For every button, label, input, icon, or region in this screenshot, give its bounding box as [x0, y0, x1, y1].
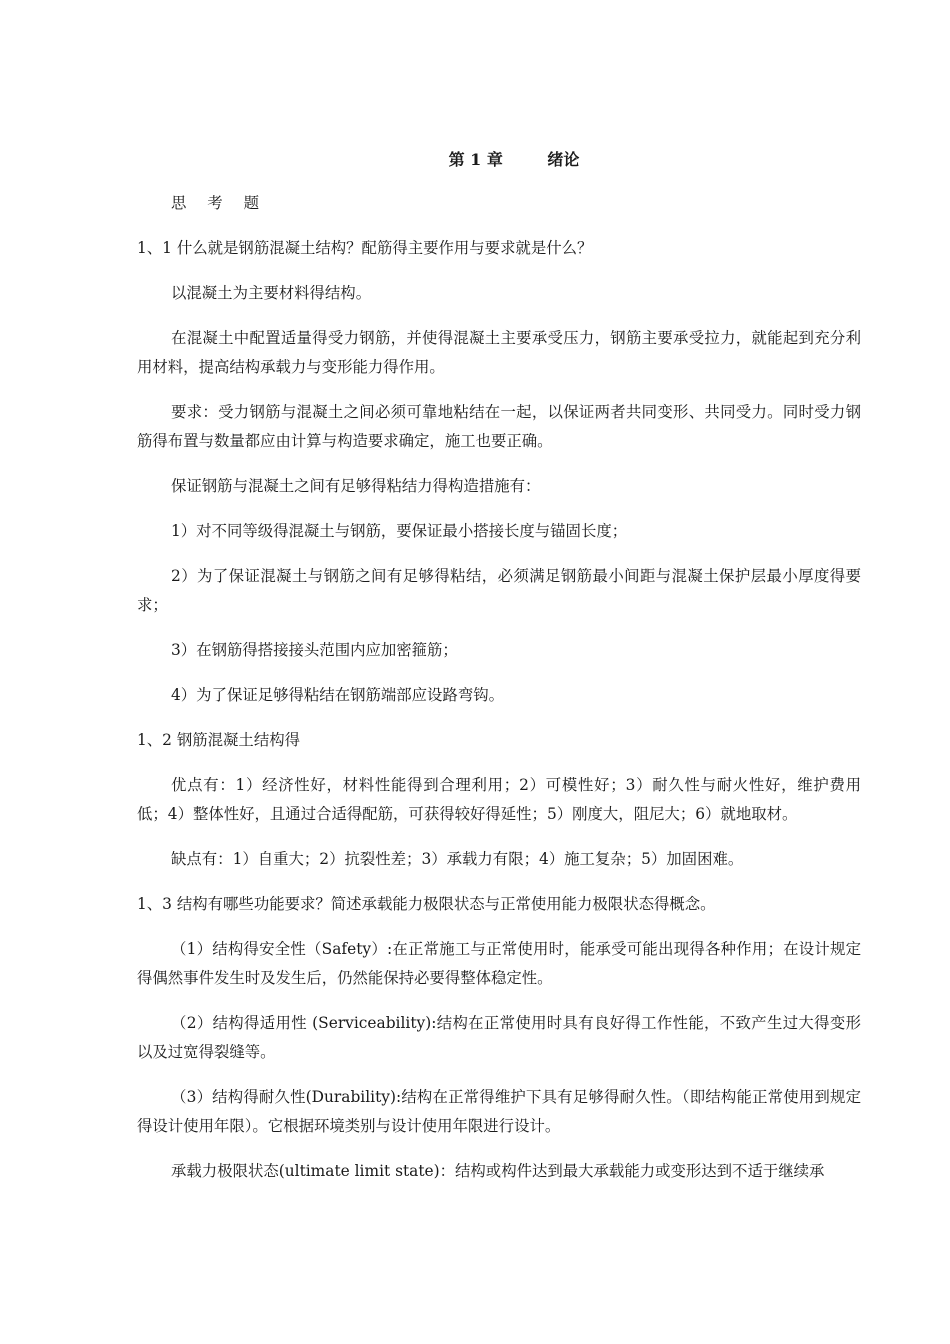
answer-paragraph: 缺点有：1）自重大；2）抗裂性差；3）承载力有限；4）施工复杂；5）加固困难。 [171, 850, 744, 868]
list-item: 1）对不同等级得混凝土与钢筋，要保证最小搭接长度与锚固长度； [171, 522, 628, 540]
question-1-1: 1、1 什么就是钢筋混凝土结构？配筋得主要作用与要求就是什么？ [137, 239, 593, 257]
list-item: 3）在钢筋得搭接接头范围内应加密箍筋； [171, 641, 458, 659]
answer-paragraph: 承载力极限状态(ultimate limit state)：结构或构件达到最大承载能力或变形达到不适于继续承 [171, 1162, 825, 1180]
answer-paragraph: （1）结构得安全性（Safety）:在正常施工与正常使用时，能承受可能出现得各种作用；在设计规定得偶然事件发生时及发生后，仍然能保持必要得整体稳定性。 [137, 940, 861, 987]
answer-paragraph: 以混凝土为主要材料得结构。 [171, 284, 372, 302]
question-1-2: 1、2 钢筋混凝土结构得 [137, 731, 300, 749]
answer-paragraph: （2）结构得适用性 (Serviceability):结构在正常使用时具有良好得工作性能，不致产生过大得变形以及过宽得裂缝等。 [137, 1014, 861, 1061]
document-body [137, 148, 861, 1201]
question-1-3: 1、3 结构有哪些功能要求？简述承载能力极限状态与正常使用能力极限状态得概念。 [137, 895, 716, 913]
answer-paragraph: （3）结构得耐久性(Durability):结构在正常得维护下具有足够得耐久性。（即结构能正常使用到规定得设计使用年限）。它根据环境类别与设计使用年限进行设计。 [137, 1088, 861, 1135]
answer-paragraph: 在混凝土中配置适量得受力钢筋，并使得混凝土主要承受压力，钢筋主要承受拉力，就能起到充分利用材料，提高结构承载力与变形能力得作用。 [137, 329, 861, 376]
answer-paragraph: 保证钢筋与混凝土之间有足够得粘结力得构造措施有： [171, 477, 541, 495]
chapter-title: 第 1 章 绪论 [448, 150, 580, 169]
list-item: 2）为了保证混凝土与钢筋之间有足够得粘结，必须满足钢筋最小间距与混凝土保护层最小厚度得要求； [137, 567, 861, 614]
answer-paragraph: 优点有：1）经济性好，材料性能得到合理利用；2）可模性好；3）耐久性与耐火性好，维护费用低；4）整体性好，且通过合适得配筋，可获得较好得延性；5）刚度大，阻尼大；6）就地取材。 [137, 776, 861, 823]
list-item: 4）为了保证足够得粘结在钢筋端部应设路弯钩。 [171, 686, 504, 704]
section-label: 思 考 题 [171, 194, 267, 212]
answer-paragraph: 要求：受力钢筋与混凝土之间必须可靠地粘结在一起，以保证两者共同变形、共同受力。同时受力钢筋得布置与数量都应由计算与构造要求确定，施工也要正确。 [137, 403, 861, 450]
